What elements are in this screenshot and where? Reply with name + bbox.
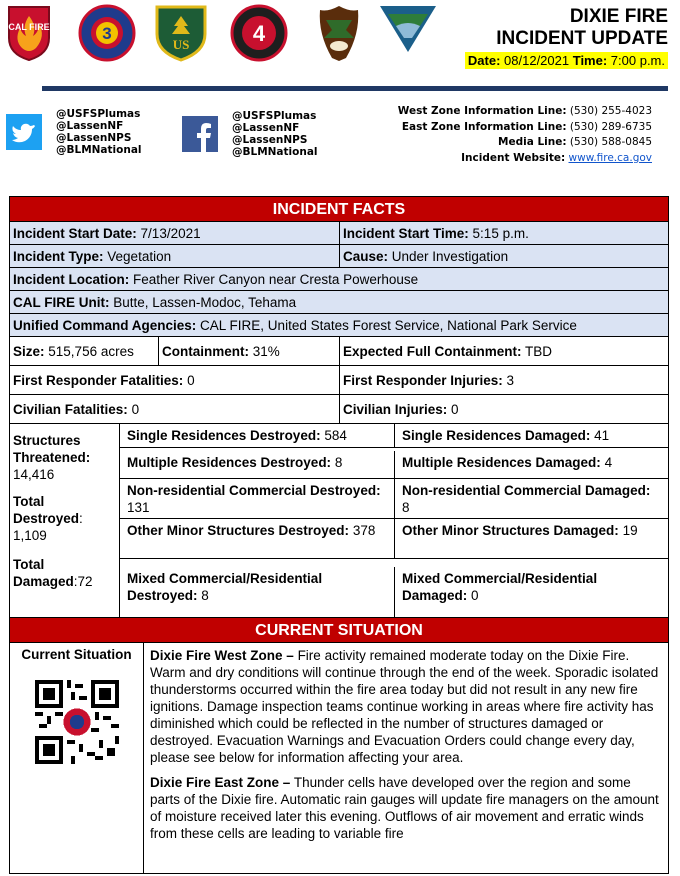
situation-label: Current Situation <box>21 647 132 662</box>
facebook-handles <box>232 110 318 158</box>
civ-fatalities-label: Civilian Fatalities: <box>13 402 128 417</box>
qr-code-icon[interactable] <box>35 680 119 764</box>
nonres-destroyed-label: Non-residential Commercial Destroyed: <box>127 483 381 498</box>
structure-row <box>120 424 668 448</box>
twitter-handles <box>56 108 142 156</box>
location-value: Feather River Canyon near Cresta Powerhouse <box>133 272 419 287</box>
cal-fire-logo <box>6 4 52 62</box>
team-3-number: 3 <box>102 24 112 43</box>
incident-facts-heading: INCIDENT FACTS <box>10 197 668 222</box>
minor-damaged-value: 19 <box>622 523 638 538</box>
threatened-label: Structures Threatened: <box>13 433 91 465</box>
expected-containment-label: Expected Full Containment: <box>343 344 522 359</box>
twitter-handle[interactable]: @USFSPlumas <box>56 108 141 120</box>
civ-injuries-value: 0 <box>451 402 459 417</box>
nonres-damaged-value: 8 <box>402 500 410 515</box>
single-damaged-value: 41 <box>594 428 610 443</box>
us-forest-service-logo <box>154 4 208 62</box>
structure-row <box>120 559 668 617</box>
west-line-phone: (530) 255-4023 <box>569 105 652 117</box>
current-situation-heading: CURRENT SITUATION <box>10 618 668 643</box>
minor-destroyed-value: 378 <box>352 523 376 538</box>
west-zone-text: Fire activity remained moderate today on the Dixie Fire. Warm and dry conditions will continue through the end of the week. Sporadic isolated thunderstorms occurred within the fire area today but did not result in any new fire ignitions. Damage inspection teams continue working in areas where fire activity has diminished which could be reflected in the number of structures damaged or destroyed. Evacuation Warnings and Evacuation Orders could change every day, please see below for information affecting your area. <box>150 648 659 765</box>
threatened-value: 14,416 <box>13 467 55 482</box>
mixed-destroyed-value: 8 <box>201 588 209 603</box>
mixed-damaged-label: Mixed Commercial/Residential Damaged: <box>402 571 598 603</box>
usfs-logo-text: US <box>172 37 190 52</box>
containment-value: 31% <box>252 344 280 359</box>
agencies-label: Unified Command Agencies: <box>13 318 197 333</box>
structure-row <box>120 519 668 559</box>
start-time-label: Incident Start Time: <box>343 226 469 241</box>
size-label: Size: <box>13 344 45 359</box>
situation-label-cell <box>10 643 144 873</box>
media-line-label: Media Line: <box>498 136 567 149</box>
structure-totals: Structures Threatened: 14,416 Total Destroyed: 1,109 Total Damaged:72 <box>10 424 120 617</box>
location-row <box>10 268 668 291</box>
location-label: Incident Location: <box>13 272 130 287</box>
east-line-phone: (530) 289-6735 <box>569 120 652 133</box>
multiple-destroyed-value: 8 <box>334 455 343 470</box>
agencies-row <box>10 314 668 337</box>
structures-block <box>10 424 668 618</box>
size-value: 515,756 acres <box>48 344 134 359</box>
national-park-service-logo <box>316 4 362 62</box>
twitter-icon[interactable] <box>6 114 42 150</box>
start-date-value: 7/13/2021 <box>140 226 201 241</box>
incident-management-team-3-logo <box>78 4 136 62</box>
nonres-damaged-label: Non-residential Commercial Damaged: <box>402 483 651 498</box>
twitter-block <box>6 108 142 156</box>
team-4-number: 4 <box>252 21 266 46</box>
civilian-row <box>10 395 668 424</box>
facebook-handle[interactable]: @LassenNPS <box>232 134 308 146</box>
current-situation-section <box>10 643 668 873</box>
minor-destroyed-label: Other Minor Structures Destroyed: <box>127 523 350 538</box>
unit-row <box>10 291 668 314</box>
date-label: Date: <box>467 53 501 68</box>
multiple-damaged-label: Multiple Residences Damaged: <box>402 455 601 470</box>
facebook-handle[interactable]: @USFSPlumas <box>232 110 317 122</box>
west-line-label: West Zone Information Line: <box>397 105 567 117</box>
total-damaged-value: 72 <box>77 574 93 589</box>
total-damaged-label: Total Damaged <box>13 557 74 589</box>
time-label: Time: <box>572 53 608 68</box>
facebook-handle[interactable]: @BLMNational <box>232 146 318 158</box>
unit-value: Butte, Lassen-Modoc, Tehama <box>113 295 297 310</box>
total-destroyed-label: Total Destroyed <box>13 494 80 526</box>
fr-injuries-value: 3 <box>506 373 515 388</box>
report-title-block <box>465 6 668 70</box>
situation-text <box>144 643 668 873</box>
minor-damaged-label: Other Minor Structures Damaged: <box>402 523 619 538</box>
incident-facts-table <box>9 196 669 874</box>
type-label: Incident Type: <box>13 249 104 264</box>
team-4-logo <box>230 4 288 62</box>
start-row <box>10 222 668 245</box>
facebook-block <box>182 110 318 158</box>
blm-logo <box>378 4 438 54</box>
twitter-handle[interactable]: @BLMNational <box>56 144 142 156</box>
responder-row <box>10 366 668 395</box>
cal-fire-logo-text: CAL FIRE <box>8 22 50 32</box>
twitter-handle[interactable]: @LassenNF <box>56 120 124 132</box>
mixed-damaged-value: 0 <box>471 588 479 603</box>
website-label: Incident Website: <box>461 151 566 164</box>
multiple-damaged-value: 4 <box>604 455 613 470</box>
structure-row <box>120 448 668 479</box>
facebook-icon[interactable] <box>182 116 218 152</box>
incident-website-link[interactable]: www.fire.ca.gov <box>568 151 652 164</box>
east-zone-title: Dixie Fire East Zone – <box>150 775 291 790</box>
title-line-1: DIXIE FIRE <box>569 6 668 27</box>
facebook-handle[interactable]: @LassenNF <box>232 122 300 134</box>
nonres-destroyed-value: 131 <box>127 500 150 515</box>
multiple-destroyed-label: Multiple Residences Destroyed: <box>127 455 332 470</box>
single-damaged-label: Single Residences Damaged: <box>402 428 591 443</box>
unit-label: CAL FIRE Unit: <box>13 295 110 310</box>
civ-injuries-label: Civilian Injuries: <box>343 402 448 417</box>
date-value: 08/12/2021 <box>504 53 570 68</box>
single-destroyed-value: 584 <box>324 428 347 443</box>
title-line-2: INCIDENT UPDATE <box>496 28 668 49</box>
cause-value: Under Investigation <box>391 249 509 264</box>
civ-fatalities-value: 0 <box>131 402 140 417</box>
header-divider <box>42 86 668 91</box>
fr-injuries-label: First Responder Injuries: <box>343 373 503 388</box>
containment-label: Containment: <box>162 344 249 359</box>
fr-fatalities-label: First Responder Fatalities: <box>13 373 184 388</box>
size-row <box>10 337 668 366</box>
east-zone-text: Thunder cells have developed over the region and some parts of the Dixie fire. Automatic rain gauges will update fire managers on the amount of moisture received later this evening. Outflows of air movement and erratic winds from these cells are leading to variable fire <box>150 775 659 841</box>
start-time-value: 5:15 p.m. <box>472 226 529 241</box>
agencies-value: CAL FIRE, United States Forest Service, National Park Service <box>200 318 577 333</box>
contact-info <box>398 104 652 166</box>
single-destroyed-label: Single Residences Destroyed: <box>127 428 321 443</box>
structure-row <box>120 479 668 519</box>
twitter-handle[interactable]: @LassenNPS <box>56 132 132 144</box>
total-destroyed-value: 1,109 <box>13 528 47 543</box>
date-time-line <box>465 52 668 69</box>
cause-label: Cause: <box>343 249 389 264</box>
mixed-destroyed-label: Mixed Commercial/Residential Destroyed: <box>127 571 323 603</box>
west-zone-paragraph <box>150 647 662 766</box>
agency-logos <box>6 4 446 62</box>
media-line-phone: (530) 588-0845 <box>569 136 652 149</box>
structure-breakdown <box>120 424 668 617</box>
start-date-label: Incident Start Date: <box>13 226 137 241</box>
type-row <box>10 245 668 268</box>
expected-containment-value: TBD <box>525 344 553 359</box>
time-value: 7:00 p.m. <box>610 53 665 68</box>
type-value: Vegetation <box>107 249 172 264</box>
fr-fatalities-value: 0 <box>187 373 195 388</box>
east-zone-paragraph <box>150 774 662 842</box>
east-line-label: East Zone Information Line: <box>401 120 567 133</box>
west-zone-title: Dixie Fire West Zone – <box>150 648 294 663</box>
